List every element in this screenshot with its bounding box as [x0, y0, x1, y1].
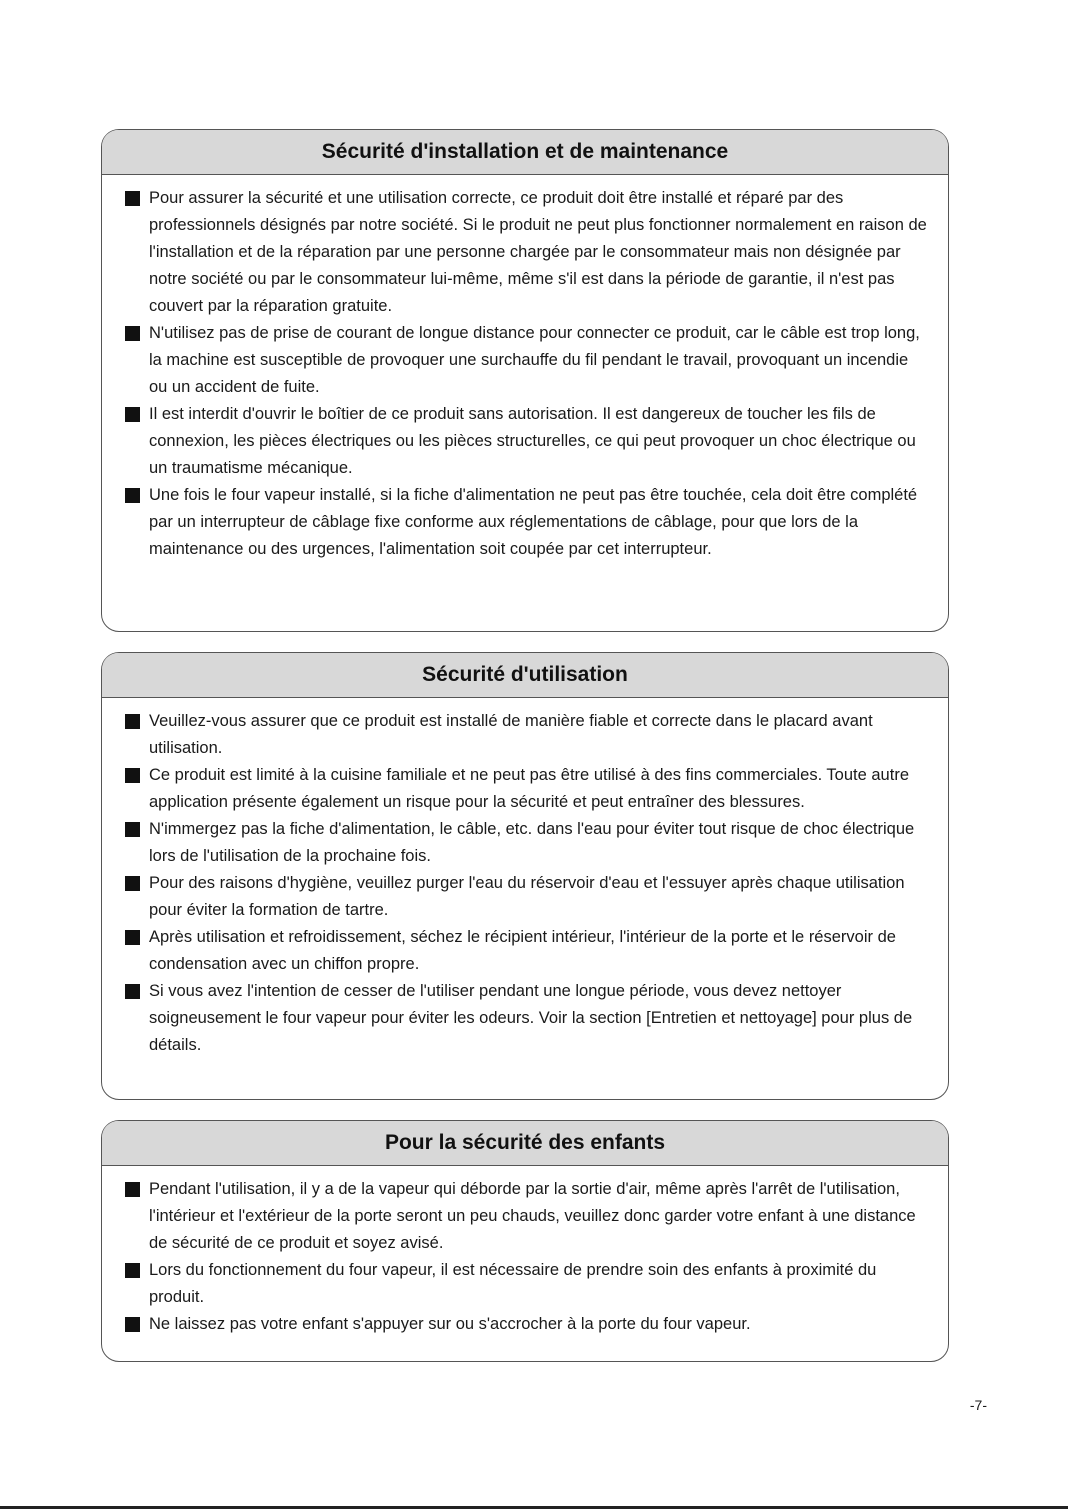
square-bullet-icon: [125, 1263, 140, 1278]
square-bullet-icon: [125, 714, 140, 729]
square-bullet-icon: [125, 930, 140, 945]
item-text: Lors du fonctionnement du four vapeur, il est nécessaire de prendre soin des enfants à proximité du produit.: [149, 1261, 877, 1306]
section-title: Sécurité d'installation et de maintenance: [102, 130, 948, 175]
item-text: Pendant l'utilisation, il y a de la vapeur qui déborde par la sortie d'air, même après l'arrêt de l'utilisation, l'intérieur et l'extérieur de la porte seront un peu chauds, veuillez donc garder votre enfant à une distance de sécurité de ce produit et soyez avisé.: [149, 1180, 916, 1252]
installation-maintenance-section: [101, 129, 949, 632]
square-bullet-icon: [125, 984, 140, 999]
usage-safety-section: [101, 652, 949, 1100]
item-text: Veuillez-vous assurer que ce produit est installé de manière fiable et correcte dans le placard avant utilisation.: [149, 712, 873, 757]
list-item: [123, 1257, 928, 1311]
list-item: [123, 816, 928, 870]
square-bullet-icon: [125, 876, 140, 891]
list-item: [123, 924, 928, 978]
square-bullet-icon: [125, 191, 140, 206]
section-title: Pour la sécurité des enfants: [102, 1121, 948, 1166]
section-body: [102, 175, 948, 563]
item-text: Ce produit est limité à la cuisine familiale et ne peut pas être utilisé à des fins commerciales. Toute autre application présente également un risque pour la sécurité et peut entraîner des blessures.: [149, 766, 909, 811]
square-bullet-icon: [125, 407, 140, 422]
square-bullet-icon: [125, 326, 140, 341]
square-bullet-icon: [125, 1182, 140, 1197]
list-item: [123, 1176, 928, 1257]
square-bullet-icon: [125, 822, 140, 837]
item-text: Une fois le four vapeur installé, si la fiche d'alimentation ne peut pas être touchée, cela doit être complété par un interrupteur de câblage fixe conforme aux réglementations de câblage, pour que lors de la maintenance ou des urgences, l'alimentation soit coupée par cet interrupteur.: [149, 486, 918, 558]
list-item: [123, 401, 928, 482]
list-item: [123, 978, 928, 1059]
list-item: [123, 1311, 928, 1338]
item-text: Ne laissez pas votre enfant s'appuyer sur ou s'accrocher à la porte du four vapeur.: [149, 1315, 751, 1333]
list-item: [123, 320, 928, 401]
square-bullet-icon: [125, 488, 140, 503]
section-body: [102, 698, 948, 1059]
item-text: Si vous avez l'intention de cesser de l'utiliser pendant une longue période, vous devez nettoyer soigneusement le four vapeur pour éviter les odeurs. Voir la section [Entretien et nettoyage] pour plus de détails.: [149, 982, 913, 1054]
list-item: [123, 762, 928, 816]
square-bullet-icon: [125, 768, 140, 783]
square-bullet-icon: [125, 1317, 140, 1332]
list-item: [123, 185, 928, 320]
section-title: Sécurité d'utilisation: [102, 653, 948, 698]
item-text: Pour des raisons d'hygiène, veuillez purger l'eau du réservoir d'eau et l'essuyer après chaque utilisation pour éviter la formation de tartre.: [149, 874, 905, 919]
list-item: [123, 870, 928, 924]
item-text: N'immergez pas la fiche d'alimentation, le câble, etc. dans l'eau pour éviter tout risque de choc électrique lors de l'utilisation de la prochaine fois.: [149, 820, 915, 865]
list-item: [123, 482, 928, 563]
child-safety-section: [101, 1120, 949, 1362]
section-body: [102, 1166, 948, 1338]
item-text: Il est interdit d'ouvrir le boîtier de ce produit sans autorisation. Il est dangereux de toucher les fils de connexion, les pièces électriques ou les pièces structurelles, ce qui peut provoquer un choc électrique ou un traumatisme mécanique.: [149, 405, 916, 477]
list-item: [123, 708, 928, 762]
page-number: -7-: [969, 1397, 987, 1413]
item-text: Pour assurer la sécurité et une utilisation correcte, ce produit doit être installé et réparé par des professionnels désignés par notre société. Si le produit ne peut plus fonctionner normalement en raison de l'installation et de la réparation par une personne chargée par le consommateur mais non désignée par notre société ou par le consommateur lui-même, même s'il est dans la période de garantie, il n'est pas couvert par la réparation gratuite.: [149, 189, 927, 315]
item-text: Après utilisation et refroidissement, séchez le récipient intérieur, l'intérieur de la porte et le réservoir de condensation avec un chiffon propre.: [149, 928, 896, 973]
item-text: N'utilisez pas de prise de courant de longue distance pour connecter ce produit, car le câble est trop long, la machine est susceptible de provoquer une surchauffe du fil pendant le travail, provoquant un incendie ou un accident de fuite.: [149, 324, 920, 396]
